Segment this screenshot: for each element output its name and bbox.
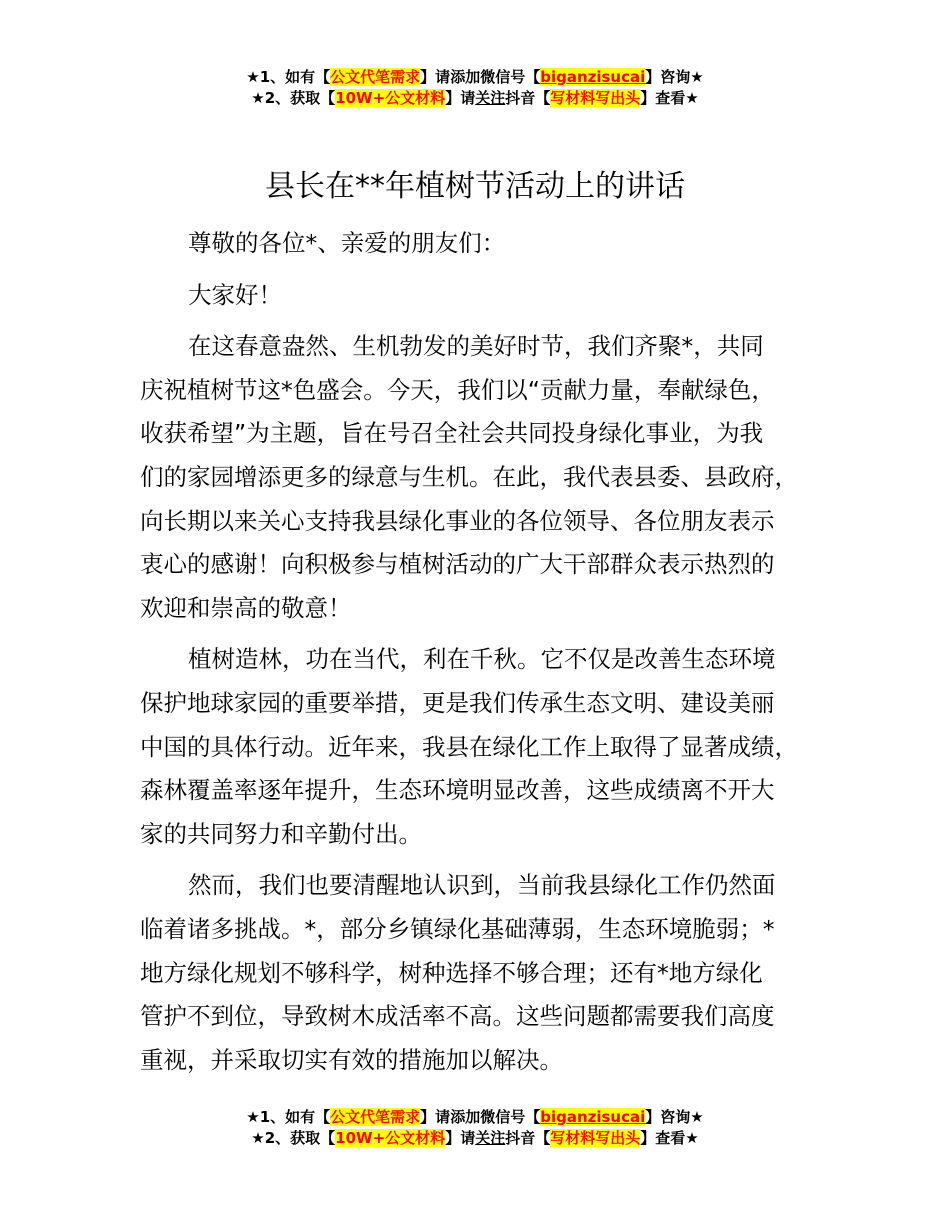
promo-line-1: ★1、如有【公文代笔需求】请添加微信号【biganzisucai】咨询★	[246, 68, 704, 86]
douyin-account: 写材料写出头	[550, 89, 641, 107]
header-promo-banner	[0, 67, 950, 109]
wechat-id: biganzisucai	[540, 1108, 646, 1126]
promo-highlight: 公文代笔需求	[330, 1108, 421, 1126]
promo-line-2: ★2、获取【10W+公文材料】请关注抖音【写材料写出头】查看★	[251, 1129, 699, 1147]
douyin-account: 写材料写出头	[550, 1129, 641, 1147]
wechat-id: biganzisucai	[540, 68, 646, 86]
salutation: 尊敬的各位*、亲爱的朋友们：	[188, 229, 506, 257]
paragraph: 然而，我们也要清醒地认识到，当前我县绿化工作仍然面 临着诸多挑战。*，部分乡镇绿化基础薄弱，生态环境脆弱；* 地方绿化规划不够科学，树种选择不够合理；还有*地方绿化 管护不到位，导致树木成活率不高。这些问题都需要我们高度 重视，并采取切实有效的措施加以解决。	[140, 871, 776, 1074]
promo-line-2: ★2、获取【10W+公文材料】请关注抖音【写材料写出头】查看★	[251, 89, 699, 107]
footer-promo-banner	[0, 1107, 950, 1149]
greeting: 大家好！	[188, 280, 282, 309]
paragraph: 植树造林，功在当代，利在千秋。它不仅是改善生态环境 保护地球家园的重要举措，更是我们传承生态文明、建设美丽 中国的具体行动。近年来，我县在绿化工作上取得了显著成绩， 森林覆盖率逐年提升，生态环境明显改善，这些成绩离不开大 家的共同努力和辛勤付出。	[140, 645, 798, 848]
promo-highlight: 公文代笔需求	[330, 68, 421, 86]
promo-line-1: ★1、如有【公文代笔需求】请添加微信号【biganzisucai】咨询★	[246, 1108, 704, 1126]
document-title: 县长在**年植树节活动上的讲话	[265, 169, 685, 204]
promo-highlight: 10W+公文材料	[335, 1129, 446, 1147]
document-body	[140, 222, 830, 1090]
paragraph: 在这春意盎然、生机勃发的美好时节，我们齐聚*，共同 庆祝植树节这*色盛会。今天，我们以“贡献力量，奉献绿色， 收获希望”为主题，旨在号召全社会共同投身绿化事业，为我 们的家园增添更多的绿意与生机。在此，我代表县委、县政府， 向长期以来关心支持我县绿化事业的各位领导、各位朋友表示 衷心的感谢！向积极参与植树活动的广大干部群众表示热烈的 欢迎和崇高的敬意！	[140, 332, 798, 622]
promo-highlight: 10W+公文材料	[335, 89, 446, 107]
